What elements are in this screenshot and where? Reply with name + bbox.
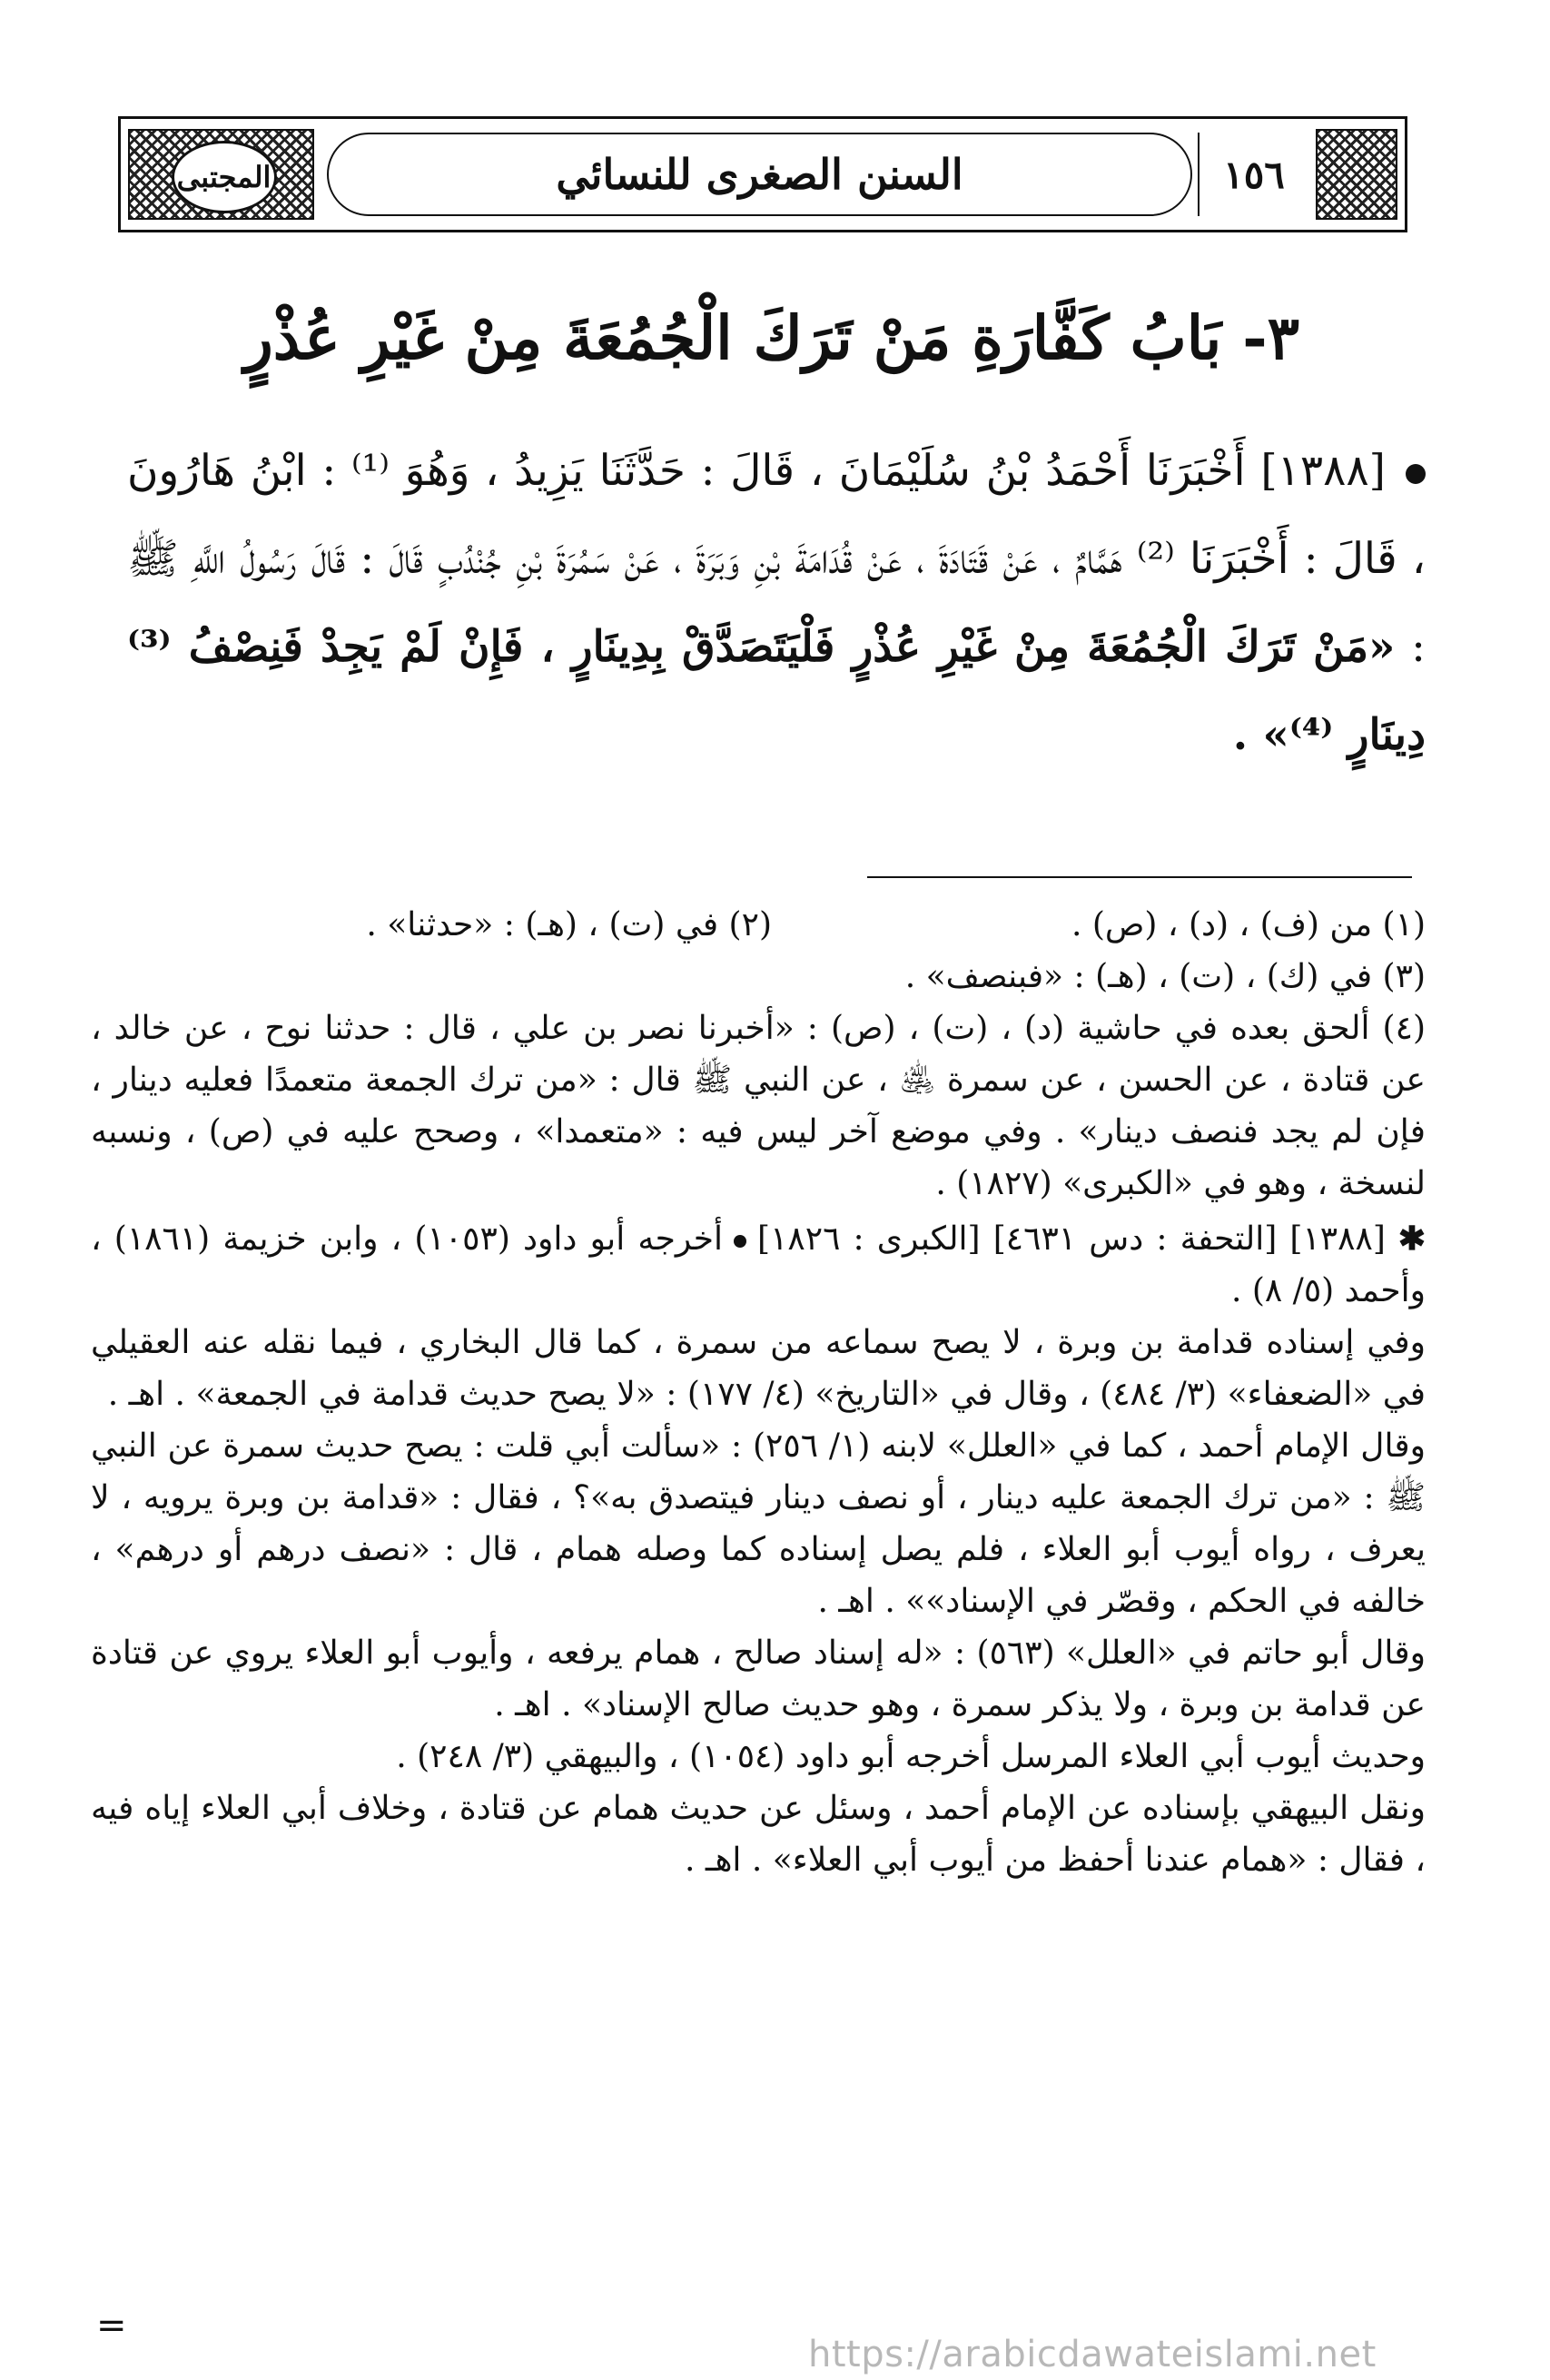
running-title-frame <box>327 133 1192 216</box>
running-title: السنن الصغرى للنسائي <box>556 150 963 199</box>
takhrij-paragraph: ونقل البيهقي بإسناده عن الإمام أحمد ، وسئل عن حديث همام عن قتادة ، وخلاف أبي العلاء إياه فيه ، فقال : «همام عندنا أحفظ من أيوب أبي العلاء» . اهـ . <box>91 1790 1426 1879</box>
asterisk-icon: ✱ <box>1397 1220 1427 1258</box>
takhrij-paragraph: وفي إسناده قدامة بن وبرة ، لا يصح سماعه من سمرة ، كما قال البخاري ، فيما نقله عنه العقيلي في «الضعفاء» (٣/ ٤٨٤) ، وقال في «التاريخ» (٤/ ١٧٧) : «لا يصح حديث قدامة في الجمعة» . اهـ . <box>91 1324 1426 1413</box>
footnote-divider <box>867 876 1412 878</box>
header-ornament-left <box>128 129 314 220</box>
footnotes-section <box>91 899 1426 1886</box>
hadith-text: «مَنْ تَرَكَ الْجُمُعَةَ مِنْ غَيْرِ عُذْرٍ فَلْيَتَصَدَّقْ بِدِينَارٍ ، فَإِنْ لَمْ يَجِدْ فَنِصْفُ ⁽³⁾ دِينَارٍ ⁽⁴⁾» . <box>127 622 1426 760</box>
footnote-4: (٤) ألحق بعده في حاشية (د) ، (ت) ، (ص) : «أخبرنا نصر بن علي ، قال : حدثنا نوح ، عن خالد ، عن قتادة ، عن الحسن ، عن سمرة ﵁ ، عن النبي ﷺ قال : «من ترك الجمعة متعمدًا فعليه دينار ، فإن لم يجد فنصف دينار» . وفي موضع آخر ليس فيه : «متعمدا» ، وصحح عليه في (ص) ، ونسبه لنسخة ، وهو في «الكبرى» (١٨٢٧) . <box>91 1010 1426 1202</box>
takhrij-header <box>91 1213 1426 1317</box>
watermark-url: https://arabicdawateislami.net <box>808 2334 1377 2375</box>
takhrij-sources: أخرجه أبو داود (١٠٥٣) ، وابن خزيمة (١٨٦١) ، وأحمد (٥/ ٨) . <box>91 1220 1426 1309</box>
footnote-1: (١) من (ف) ، (د) ، (ص) . <box>1071 906 1426 943</box>
continuation-mark: = <box>96 2305 127 2346</box>
bullet-icon <box>1406 464 1426 484</box>
hadith-body <box>127 427 1426 779</box>
takhrij-reference: [١٣٨٨] [التحفة : دس ٤٦٣١] [الكبرى : ١٨٢٦] <box>757 1220 1386 1258</box>
hadith-number: [١٣٨٨] <box>1260 446 1386 496</box>
footnote-row <box>91 899 1426 951</box>
bullet-icon <box>734 1235 746 1248</box>
footnote-2: (٢) في (ت) ، (هـ) : «حدثنا» . <box>366 906 772 943</box>
takhrij-paragraph: وحديث أيوب أبي العلاء المرسل أخرجه أبو داود (١٠٥٤) ، والبيهقي (٣/ ٢٤٨) . <box>396 1738 1426 1775</box>
takhrij-paragraph: وقال أبو حاتم في «العلل» (٥٦٣) : «له إسناد صالح ، همام يرفعه ، وأيوب أبو العلاء يروي عن قتادة عن قدامة بن وبرة ، ولا يذكر سمرة ، وهو حديث صالح الإسناد» . اهـ . <box>91 1634 1426 1723</box>
header-ornament-right <box>1316 129 1397 220</box>
page-header <box>118 116 1407 232</box>
footnote-3: (٣) في (ك) ، (ت) ، (هـ) : «فبنصف» . <box>904 958 1426 995</box>
chapter-heading: ٣- بَابُ كَفَّارَةِ مَنْ تَرَكَ الْجُمُعَةَ مِنْ غَيْرِ عُذْرٍ <box>243 302 1300 373</box>
takhrij-paragraph: وقال الإمام أحمد ، كما في «العلل» لابنه (١/ ٢٥٦) : «سألت أبي قلت : يصح حديث سمرة عن النبي ﷺ : «من ترك الجمعة عليه دينار ، أو نصف دينار فيتصدق به»؟ ، فقال : «قدامة بن وبرة يرويه ، لا يعرف ، رواه أيوب أبو العلاء ، فلم يصل إسناده كما وصله همام ، قال : «نصف درهم أو درهم» ، خالفه في الحكم ، وقصّر في الإسناد»» . اهـ . <box>91 1427 1427 1620</box>
hadith-chain: أَخْبَرَنَا أَحْمَدُ بْنُ سُلَيْمَانَ ، قَالَ : حَدَّثَنَا يَزِيدُ ، وَهُوَ ⁽¹⁾ : ابْنُ هَارُونَ ، قَالَ : أَخْبَرَنَا ⁽²⁾ هَمَّامٌ ، عَنْ قَتَادَةَ ، عَنْ قُدَامَةَ بْنِ وَبَرَةَ ، عَنْ سَمُرَةَ بْنِ جُنْدُبٍ قَالَ : قَالَ رَسُولُ اللَّهِ ﷺ : <box>127 446 1426 672</box>
page-number: ١٥٦ <box>1198 133 1308 216</box>
book-logo: المجتبى <box>172 141 277 213</box>
